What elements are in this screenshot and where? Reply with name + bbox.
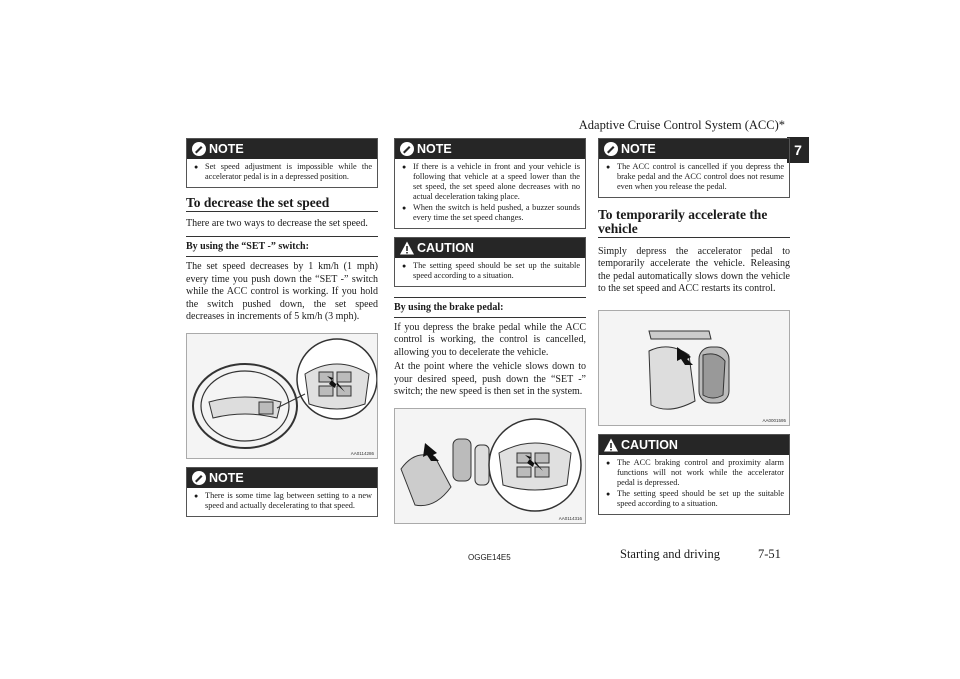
column-2 [394,138,586,532]
caution-item: ● The ACC braking control and proximity alarm functions will not work while the accelerator pedal is depressed. [604,458,784,488]
note-header [187,139,377,159]
note-item: ● There is some time lag between setting to a new speed and actually decelerating to that speed. [192,491,372,511]
column-1 [186,138,378,525]
note-box [186,467,378,517]
caution-header [599,435,789,455]
accelerator-pedal-figure [598,310,790,426]
body-text: If you depress the brake pedal while the ACC control is working, the control is cancelled, allowing you to decelerate the vehicle. [394,322,586,358]
note-box [186,138,378,188]
caution-box [394,237,586,287]
caution-label: CAUTION [621,437,678,452]
document-code: OGGE14E5 [468,553,511,562]
note-item: ● Set speed adjustment is impossible while the accelerator pedal is in a depressed position. [192,162,372,182]
figure-code: AA0114316 [558,516,582,522]
accelerator-pedal-illustration [599,311,789,425]
note-label: NOTE [209,471,244,486]
intro-text: There are two ways to decrease the set speed. [186,218,368,229]
caution-item: ● The setting speed should be set up the suitable speed according to a situation. [400,261,580,281]
warning-triangle-icon [603,437,619,453]
figure-code: AA0114286 [350,451,374,457]
caution-box [598,434,790,515]
column-3 [598,138,790,523]
note-pencil-icon [603,141,619,157]
caution-header [395,238,585,258]
caution-item: ● The setting speed should be set up the suitable speed according to a situation. [604,489,784,509]
note-pencil-icon [191,470,207,486]
body-text: At the point where the vehicle slows down to your desired speed, push down the “SET -” switch; the new speed is then set in the system. [394,361,586,398]
steering-wheel-figure [186,333,378,459]
note-box [394,138,586,229]
body-text: Simply depress the accelerator pedal to temporarily accelerate the vehicle. Releasing the pedal automatically slows down the vehicle to the set speed and ACC restarts its control. [598,246,790,295]
footer-section-title: Starting and driving [620,547,720,561]
note-header [187,468,377,488]
page-number: 7-51 [758,547,781,561]
note-label: NOTE [209,142,244,156]
note-label: NOTE [621,142,656,156]
running-header: Adaptive Cruise Control System (ACC)* [578,118,785,132]
note-item: ● If there is a vehicle in front and your vehicle is following that vehicle at a speed lower than the set speed, the set speed alone decreases with no actual deceleration taking place. [400,162,580,202]
note-item: ● The ACC control is cancelled if you depress the brake pedal and the ACC control does not resume even when you release the pedal. [604,162,784,192]
note-pencil-icon [399,141,415,157]
section-heading: To decrease the set speed [186,196,378,212]
note-pencil-icon [191,141,207,157]
note-label: NOTE [417,142,452,156]
chapter-tab: 7 [787,137,809,163]
brake-pedal-figure [394,408,586,524]
caution-label: CAUTION [417,241,474,255]
note-item: ● When the switch is held pushed, a buzzer sounds every time the set speed changes. [400,203,580,223]
note-header [395,139,585,159]
body-text: The set speed decreases by 1 km/h (1 mph) every time you push down the “SET -” switch while the ACC control is working. If you hold the switch pushed down, the set speed decreases in increments of 5 km/h (3 mph). [186,261,378,323]
section-heading: To temporarily accelerate the vehicle [598,208,790,238]
note-box [598,138,790,198]
brake-pedal-illustration [395,409,585,523]
figure-code: AA0001595 [762,417,786,423]
subheading: By using the “SET -” switch: [186,236,378,257]
subheading: By using the brake pedal: [394,297,586,318]
note-header [599,139,789,159]
warning-triangle-icon [399,240,415,256]
steering-wheel-illustration [187,334,377,458]
